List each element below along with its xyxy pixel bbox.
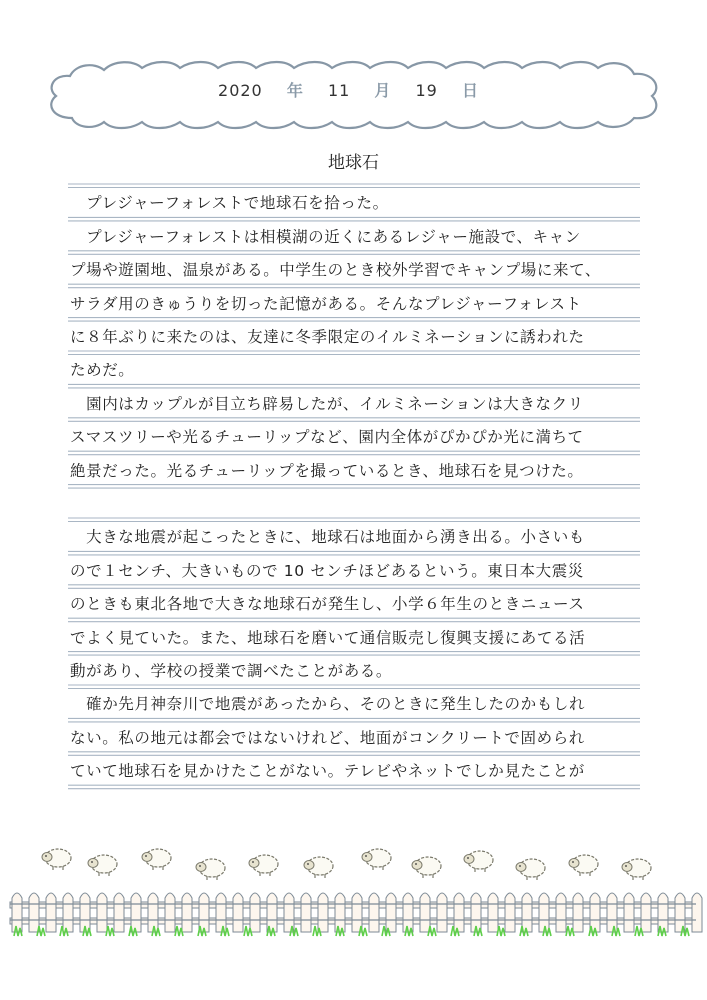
essay-line: 確か先月神奈川で地震があったから、そのときに発生したのかもしれ <box>70 695 586 714</box>
essay-line: ので１センチ、大きいもので 10 センチほどあるという。東日本大震災 <box>70 561 584 580</box>
fence-picket <box>131 893 141 932</box>
fence-picket <box>165 893 175 932</box>
date-month-unit: 月 <box>374 81 392 100</box>
fence-picket <box>437 893 447 932</box>
sheep-and-fence-illustration <box>0 838 707 948</box>
fence-picket <box>114 893 124 932</box>
fence-picket <box>607 893 617 932</box>
date-year-unit: 年 <box>286 81 304 100</box>
fence-picket <box>97 893 107 932</box>
essay-line: スマスツリーや光るチューリップなど、園内全体がぴかぴか光に満ちて <box>70 428 584 447</box>
essay-line: 動があり、学校の授業で調べたことがある。 <box>70 662 393 680</box>
fence-picket <box>641 893 651 932</box>
sheep-icon <box>196 859 225 880</box>
fence-picket <box>148 893 158 932</box>
date-year: 2020 <box>218 81 263 100</box>
fence-picket <box>539 893 549 932</box>
date-day-unit: 日 <box>461 81 479 100</box>
essay-line: 園内はカップルが目立ち辟易したが、イルミネーションは大きなクリ <box>70 394 584 413</box>
fence-picket <box>454 893 464 932</box>
fence-picket <box>556 893 566 932</box>
fence-picket <box>369 893 379 932</box>
fence-picket <box>488 893 498 932</box>
sheep-icon <box>142 849 171 870</box>
grass-tuft <box>359 926 367 936</box>
fence-picket <box>301 893 311 932</box>
fence-picket <box>46 893 56 932</box>
page-title: 地球石 <box>328 153 379 173</box>
essay-line: のときも東北各地で大きな地球石が発生し、小学６年生のときニュース <box>70 595 585 614</box>
essay-line: ない。私の地元は都会ではないけれど、地面がコンクリートで固められ <box>70 728 585 747</box>
essay-line: ていて地球石を見かけたことがない。テレビやネットでしか見たことが <box>70 762 585 781</box>
essay-line: サラダ用のきゅうりを切った記憶がある。そんなプレジャーフォレスト <box>70 294 582 313</box>
grass-tuft <box>37 926 45 936</box>
fence-picket <box>233 893 243 932</box>
fence-picket <box>12 893 22 932</box>
fence-picket <box>182 893 192 932</box>
grass-tuft <box>428 926 436 936</box>
fence-picket <box>386 893 396 932</box>
essay-line: プ場や遊園地、温泉がある。中学生のとき校外学習でキャンプ場に来て、 <box>70 261 601 280</box>
sheep-icon <box>42 849 71 870</box>
essay-line: ためだ。 <box>70 361 135 380</box>
sheep-icon <box>516 859 545 880</box>
grass-tuft <box>106 926 114 936</box>
sheep-icon <box>304 857 333 878</box>
date-month: 11 <box>327 81 351 100</box>
fence-picket <box>250 893 260 932</box>
fence-picket <box>216 893 226 932</box>
fence-picket <box>335 893 345 932</box>
date-day: 19 <box>415 81 438 100</box>
essay-line: プレジャーフォレストは相模湖の近くにあるレジャー施設で、キャン <box>70 227 581 246</box>
sheep-icon <box>412 857 441 878</box>
sheep-icon <box>249 855 278 876</box>
sheep-icon <box>569 855 598 876</box>
fence-picket <box>505 893 515 932</box>
sheep-icon <box>622 859 651 880</box>
fence-picket <box>29 893 39 932</box>
fence-picket <box>403 893 413 932</box>
essay-line: 大きな地震が起こったときに、地球石は地面から湧き出る。小さいも <box>70 528 585 547</box>
essay-line: 絶景だった。光るチューリップを撮っているとき、地球石を見つけた。 <box>70 461 584 480</box>
fence-picket <box>692 893 702 932</box>
essay-line: に８年ぶりに来たのは、友達に冬季限定のイルミネーションに誘われた <box>70 328 585 346</box>
sheep-icon <box>88 855 117 876</box>
essay-line: でよく見ていた。また、地球石を磨いて通信販売し復興支援にあてる活 <box>70 628 586 647</box>
sheep-icon <box>362 849 391 870</box>
fence-picket <box>624 893 634 932</box>
fence-picket <box>573 893 583 932</box>
grass-tuft <box>497 926 505 936</box>
fence-picket <box>420 893 430 932</box>
fence-picket <box>318 893 328 932</box>
essay-line: プレジャーフォレストで地球石を拾った。 <box>70 194 389 213</box>
fence-picket <box>522 893 532 932</box>
sheep-icon <box>464 851 493 872</box>
fence-picket <box>63 893 73 932</box>
